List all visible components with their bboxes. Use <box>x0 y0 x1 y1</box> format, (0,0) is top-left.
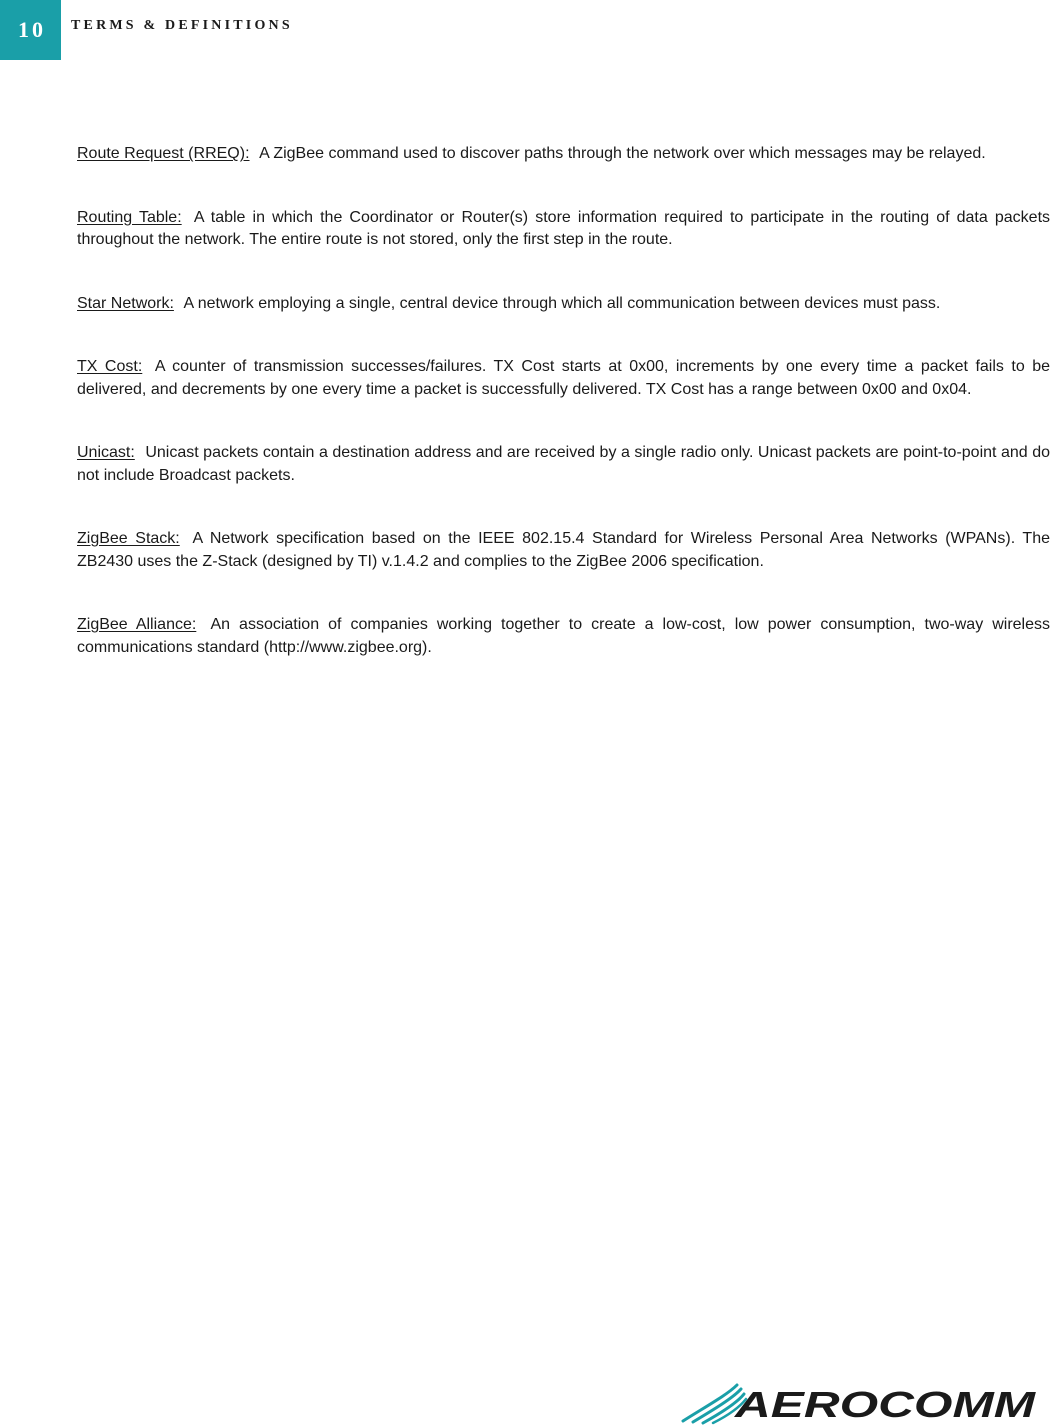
glossary-term: TX Cost: <box>77 358 143 375</box>
glossary-entry-unicast <box>77 442 1050 487</box>
glossary-term: Routing Table: <box>77 208 182 226</box>
glossary-entry-star-network <box>77 293 1050 316</box>
glossary-definition: A network employing a single, central device through which all communication between devices must pass. <box>183 294 941 312</box>
glossary-definition: A counter of transmission successes/failures. TX Cost starts at 0x00, increments by one every time a packet fails to be delivered, and decrements by one every time a packet is successfully delivered. TX Cost has a range between 0x00 and 0x04. <box>77 358 1050 398</box>
glossary-term: ZigBee Alliance: <box>77 616 197 633</box>
glossary-term: Star Network: <box>77 294 174 312</box>
glossary-definition: A Network specification based on the IEEE 802.15.4 Standard for Wireless Personal Area Networks (WPANs). The ZB2430 uses the Z-Stack (designed by TI) v.1.4.2 and complies to the ZigBee 2006 specification. <box>77 530 1050 570</box>
logo-wordmark: AEROCOMM <box>733 1384 1037 1425</box>
glossary-list <box>77 143 1050 700</box>
page-number: 10 <box>18 17 46 42</box>
glossary-entry-zigbee-alliance <box>77 614 1050 659</box>
glossary-definition: A ZigBee command used to discover paths through the network over which messages may be relayed. <box>259 145 986 162</box>
glossary-term: ZigBee Stack: <box>77 530 180 547</box>
glossary-entry-zigbee-stack <box>77 528 1050 573</box>
glossary-entry-route-request <box>77 143 1050 166</box>
aerocomm-logo <box>677 1377 1042 1425</box>
glossary-term: Route Request (RREQ): <box>77 145 250 162</box>
glossary-definition: A table in which the Coordinator or Router(s) store information required to participate in the routing of data packets throughout the network. The entire route is not stored, only the first step in the route. <box>77 208 1050 248</box>
glossary-definition: An association of companies working together to create a low-cost, low power consumption, two-way wireless communications standard (http://www.zigbee.org). <box>77 616 1050 656</box>
section-title: TERMS & DEFINITIONS <box>71 18 293 33</box>
glossary-definition: Unicast packets contain a destination address and are received by a single radio only. Unicast packets are point-to-point and do not include Broadcast packets. <box>77 444 1050 484</box>
glossary-entry-routing-table <box>77 207 1050 252</box>
page-number-badge <box>0 0 61 60</box>
glossary-entry-tx-cost <box>77 356 1050 401</box>
glossary-term: Unicast: <box>77 444 135 461</box>
